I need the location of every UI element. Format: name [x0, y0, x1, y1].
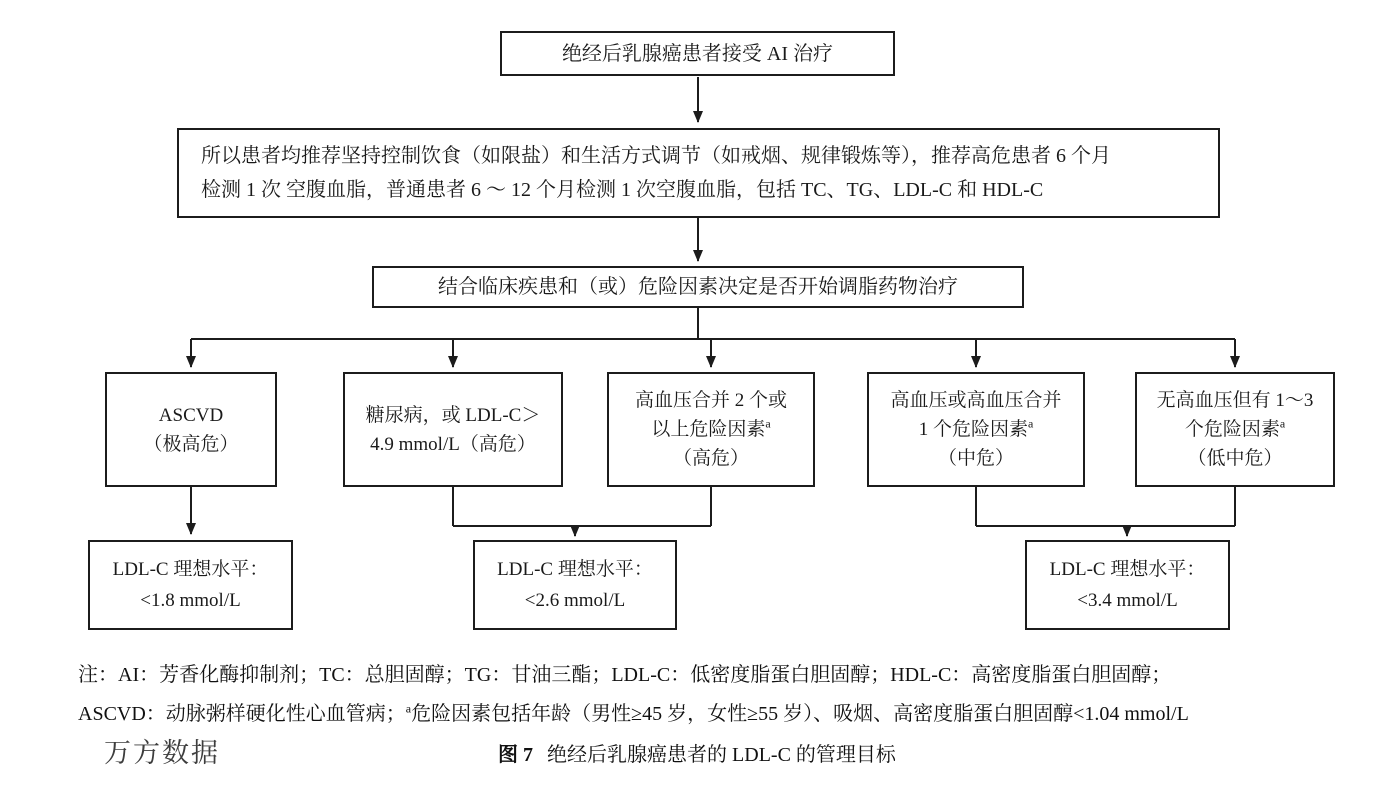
top-box-text: 绝经后乳腺癌患者接受 AI 治疗 [561, 42, 834, 65]
target-1-line-2: <1.8 mmol/L [140, 590, 241, 611]
risk-4-line-1: 高血压或高血压合并 [890, 390, 1062, 411]
risk-box-htn-2plus [607, 372, 815, 487]
target-2-line-2: <2.6 mmol/L [524, 590, 626, 611]
risk-box-diabetes [343, 372, 563, 487]
risk-5-sup: a [1279, 416, 1286, 431]
target-box-3-4 [1025, 540, 1230, 630]
risk-2-line-1: 糖尿病，或 LDL-C＞ [365, 404, 541, 426]
top-box [500, 31, 895, 76]
target-2-line-1: LDL-C 理想水平： [497, 559, 653, 580]
target-3-line-2: <3.4 mmol/L [1077, 590, 1178, 611]
risk-2-line-2: 4.9 mmol/L（高危） [370, 433, 536, 455]
note-line-1: 注：AI：芳香化酶抑制剂；TC：总胆固醇；TG：甘油三酯；LDL-C：低密度脂蛋白胆固醇；HDL-C：高密度脂蛋白胆固醇； [78, 664, 1172, 686]
target-box-1-8 [88, 540, 293, 630]
target-1-line-1: LDL-C 理想水平： [112, 559, 269, 580]
figure-caption [0, 738, 1394, 767]
target-box-2-6 [473, 540, 677, 630]
recommend-line-1: 所以患者均推荐坚持控制饮食（如限盐）和生活方式调节（如戒烟、规律锻炼等），推荐高危患者 6 个月 [201, 145, 1111, 167]
note-line-2 [78, 695, 1378, 734]
risk-5-line-3: （低中危） [1187, 448, 1283, 469]
target-3-line-1: LDL-C 理想水平： [1049, 559, 1206, 580]
decision-box [372, 266, 1024, 308]
note-line-2-sup: a [405, 701, 412, 716]
risk-box-htn-1 [867, 372, 1085, 487]
decision-box-text: 结合临床疾患和（或）危险因素决定是否开始调脂药物治疗 [438, 276, 958, 298]
watermark: 万方数据 [104, 738, 220, 768]
risk-4-line-2: 1 个危险因素 [918, 419, 1028, 440]
risk-3-line-1: 高血压合并 2 个或 [634, 390, 787, 411]
risk-3-sup: a [765, 416, 771, 431]
recommend-line-2: 检测 1 次 空腹血脂，普通患者 6 ～ 12 个月检测 1 次空腹血脂，包括 TC、TG、LDL-C 和 HDL-C [201, 179, 1044, 201]
risk-5-line-1: 无高血压但有 1～3 [1156, 390, 1314, 411]
recommend-box [177, 128, 1220, 218]
risk-3-line-2: 以上危险因素 [651, 419, 766, 440]
figure-caption-label: 图 7 [498, 744, 534, 766]
figure-caption-text: 绝经后乳腺癌患者的 LDL-C 的管理目标 [547, 744, 896, 766]
note-line-2-part-2: 危险因素包括年龄（男性≥45 岁，女性≥55 岁）、吸烟、高密度脂蛋白胆固醇<1.04 mmol/L [411, 703, 1189, 725]
risk-box-ascvd [105, 372, 277, 487]
note-line-2-part-1: ASCVD：动脉粥样硬化性心血管病； [78, 703, 406, 725]
risk-4-sup: a [1027, 416, 1034, 431]
risk-box-no-htn [1135, 372, 1335, 487]
risk-4-line-3: （中危） [937, 448, 1014, 469]
risk-1-line-2: （极高危） [143, 433, 239, 455]
risk-5-line-2: 个危险因素 [1184, 419, 1280, 440]
risk-3-line-3: （高危） [672, 448, 749, 469]
risk-1-line-1: ASCVD [158, 404, 224, 426]
footnotes [78, 656, 1378, 734]
